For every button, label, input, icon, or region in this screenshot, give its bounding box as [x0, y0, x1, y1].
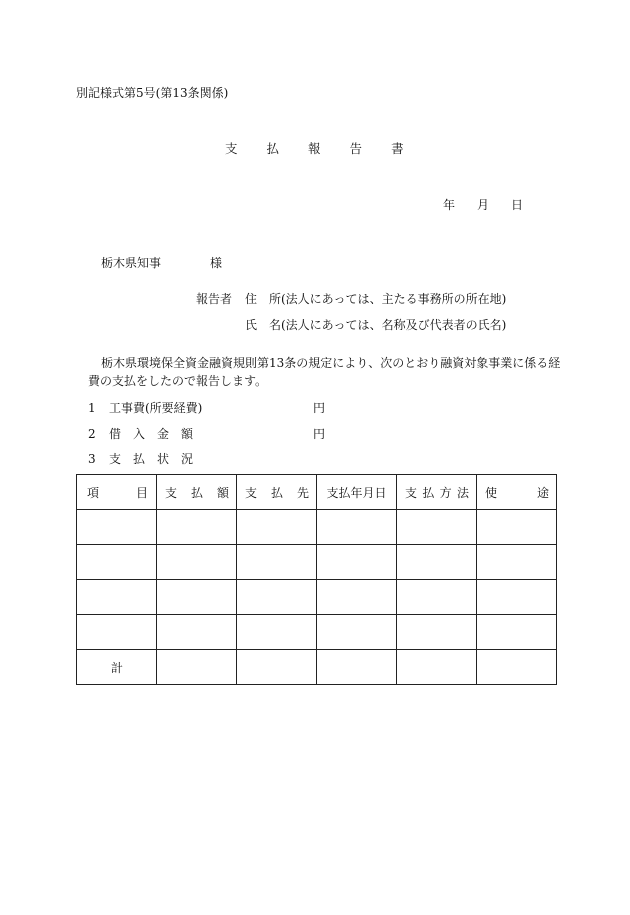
table-cell[interactable] [397, 580, 477, 615]
table-cell[interactable] [317, 580, 397, 615]
item-number: 1 [88, 401, 96, 415]
header-amount [157, 475, 237, 510]
header-purpose [477, 475, 557, 510]
header-item [77, 475, 157, 510]
table-cell[interactable] [77, 510, 157, 545]
header-char: 支 [245, 485, 258, 500]
table-cell[interactable] [397, 510, 477, 545]
reporter-label: 報告者 [196, 292, 233, 306]
reporter-name-line: 氏 名(法人にあっては、名称及び代表者の氏名) [245, 318, 507, 332]
item-unit-yen: 円 [313, 427, 326, 441]
table-cell[interactable] [237, 545, 317, 580]
reporter-address-line: 住 所(法人にあっては、主たる事務所の所在地) [245, 292, 507, 306]
header-char: 目 [135, 485, 148, 500]
header-char: 使 [485, 485, 498, 500]
table-row [77, 580, 557, 615]
table-cell[interactable] [157, 615, 237, 650]
form-number: 別記様式第5号(第13条関係) [76, 86, 229, 100]
table-cell[interactable] [477, 615, 557, 650]
table-cell[interactable] [477, 510, 557, 545]
header-char: 支払年月日 [326, 485, 387, 500]
table-cell[interactable] [317, 545, 397, 580]
title-char: 報 [308, 141, 321, 156]
table-cell[interactable] [77, 580, 157, 615]
header-payment-date [317, 475, 397, 510]
date-month: 月 [477, 198, 490, 212]
table-cell[interactable] [157, 650, 237, 685]
title-char: 告 [349, 141, 363, 156]
table-cell[interactable] [77, 545, 157, 580]
header-char: 払 [190, 485, 203, 500]
table-cell[interactable] [477, 650, 557, 685]
date-day: 日 [511, 198, 524, 212]
title-char: 支 [225, 141, 238, 156]
table-row [77, 510, 557, 545]
title-char: 払 [266, 141, 280, 156]
table-cell[interactable] [397, 545, 477, 580]
total-label: 計 [77, 650, 157, 685]
header-char: 支 [165, 485, 178, 500]
document-title [225, 142, 404, 156]
table-cell[interactable] [477, 545, 557, 580]
addressee [101, 256, 222, 270]
table-cell[interactable] [237, 510, 317, 545]
header-payment-method [397, 475, 477, 510]
table-cell[interactable] [317, 615, 397, 650]
item-label: 工事費(所要経費) [109, 401, 203, 415]
item-construction-cost [88, 401, 202, 415]
item-payment-status [88, 452, 193, 466]
header-char: 項 [87, 485, 100, 500]
body-text-line-2: 費の支払をしたので報告します。 [88, 374, 268, 388]
header-char: 払 [270, 485, 283, 500]
table-cell[interactable] [237, 580, 317, 615]
payment-table [76, 474, 557, 685]
table-cell[interactable] [317, 650, 397, 685]
table-total-row [77, 650, 557, 685]
header-char: 額 [216, 485, 229, 500]
date-field [443, 198, 523, 212]
header-char: 法 [456, 485, 469, 500]
header-char: 途 [536, 485, 549, 500]
table-cell[interactable] [157, 545, 237, 580]
table-row [77, 545, 557, 580]
table-cell[interactable] [157, 510, 237, 545]
table-cell[interactable] [157, 580, 237, 615]
table-cell[interactable] [237, 650, 317, 685]
item-number: 2 [88, 427, 96, 441]
table-cell[interactable] [237, 615, 317, 650]
table-cell[interactable] [77, 615, 157, 650]
addressee-name: 栃木県知事 [101, 256, 162, 270]
title-char: 書 [391, 141, 404, 156]
body-text-line-1: 栃木県環境保全資金融資規則第13条の規定により、次のとおり融資対象事業に係る経 [101, 356, 561, 370]
item-number: 3 [88, 452, 96, 466]
header-char: 先 [296, 485, 309, 500]
item-loan-amount [88, 427, 193, 441]
item-label: 借 入 金 額 [109, 427, 194, 441]
header-char: 払 [422, 485, 435, 500]
table-cell[interactable] [477, 580, 557, 615]
header-char: 支 [405, 485, 418, 500]
table-cell[interactable] [317, 510, 397, 545]
item-unit-yen: 円 [313, 401, 326, 415]
header-payee [237, 475, 317, 510]
table-row [77, 615, 557, 650]
table-header-row [77, 475, 557, 510]
item-label: 支 払 状 況 [109, 452, 194, 466]
addressee-honorific: 様 [210, 256, 223, 270]
table-cell[interactable] [397, 615, 477, 650]
header-char: 方 [439, 485, 452, 500]
table-cell[interactable] [397, 650, 477, 685]
date-year: 年 [443, 198, 456, 212]
